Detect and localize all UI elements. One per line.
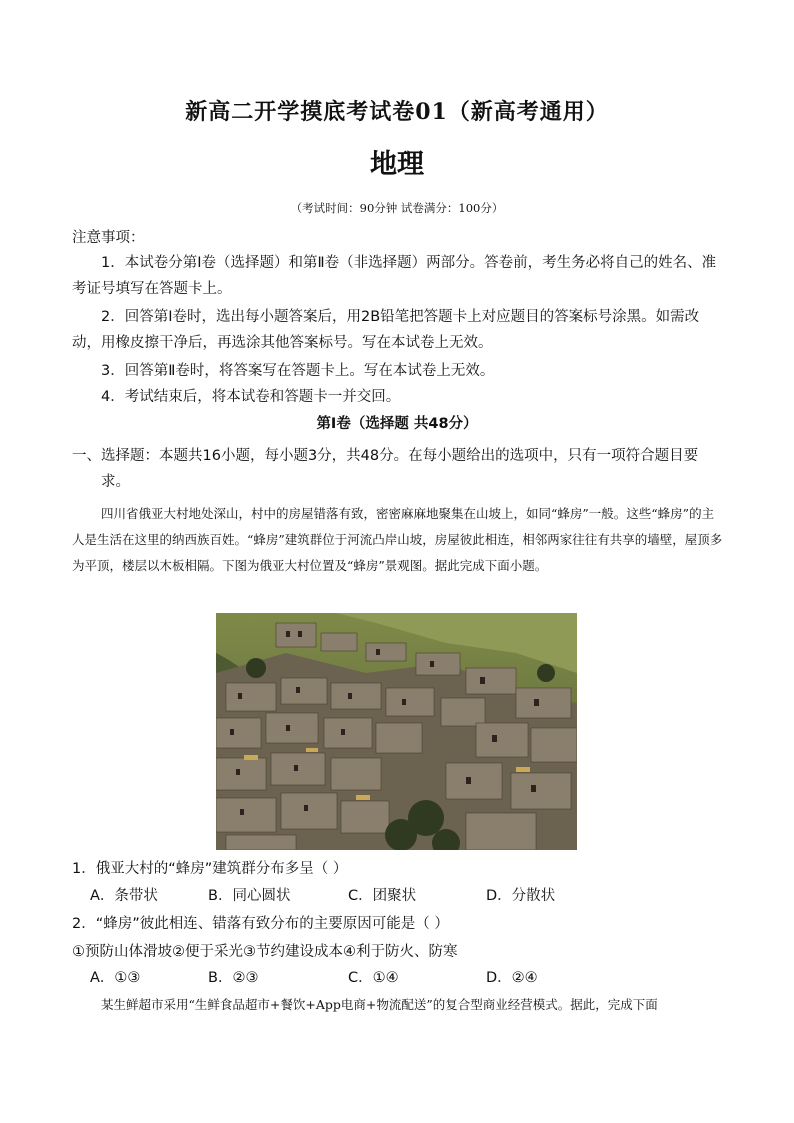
- question-1-option-a: A．条带状: [90, 888, 158, 904]
- note-item-2: 2．回答第Ⅰ卷时，选出每小题答案后，用2B铅笔把答题卡上对应题目的答案标号涂黑。如需改动，用橡皮擦干净后，再选涂其他答案标号。写在本试卷上无效。: [72, 309, 700, 351]
- subject-title: 地理: [370, 149, 424, 180]
- question-1-option-c: C．团聚状: [348, 888, 417, 904]
- village-photo: [216, 613, 577, 850]
- question-2-option-d: D．②④: [486, 970, 538, 986]
- section-intro-line1: 一、选择题：本题共16小题，每小题3分，共48分。在每小题给出的选项中，只有一项符合题目要: [72, 448, 699, 464]
- question-2-option-a: A．①③: [90, 970, 141, 986]
- section-heading: 第Ⅰ卷（选择题 共48分）: [316, 416, 478, 432]
- exam-title: 新高二开学摸底考试卷01（新高考通用）: [185, 99, 609, 125]
- notes-heading: 注意事项：: [72, 230, 145, 246]
- question-1-stem: 1．俄亚大村的“蜂房”建筑群分布多呈（ ）: [72, 861, 348, 877]
- exam-info: （考试时间：90分钟 试卷满分：100分）: [290, 201, 504, 215]
- section-intro: [72, 443, 726, 495]
- note-item-4: 4．考试结束后，将本试卷和答题卡一并交回。: [101, 389, 401, 405]
- note-item-3: 3．回答第Ⅱ卷时，将答案写在答题卡上。写在本试卷上无效。: [101, 363, 495, 379]
- passage-2: 某生鲜超市采用“生鲜食品超市+餐饮+App电商+物流配送”的复合型商业经营模式。据此，完成下面: [101, 997, 658, 1012]
- question-2-option-c: C．①④: [348, 970, 399, 986]
- note-item-1: 1．本试卷分第Ⅰ卷（选择题）和第Ⅱ卷（非选择题）两部分。答卷前，考生务必将自己的姓名、准考证号填写在答题卡上。: [72, 255, 717, 297]
- question-1-option-b: B．同心圆状: [208, 888, 291, 904]
- passage-1: 四川省俄亚大村地处深山，村中的房屋错落有致，密密麻麻地聚集在山坡上，如同“蜂房”一般。这些“蜂房”的主人是生活在这里的纳西族百姓。“蜂房”建筑群位于河流凸岸山坡，房屋彼此相连，相邻两家往往有共享的墙壁，屋顶多为平顶，楼层以木板相隔。下图为俄亚大村位置及“蜂房”景观图。据此完成下面小题。: [72, 506, 723, 573]
- question-1-option-d: D．分散状: [486, 888, 556, 904]
- section-intro-line2: 求。: [101, 474, 130, 490]
- question-2-statements: ①预防山体滑坡②便于采光③节约建设成本④利于防火、防寒: [72, 944, 458, 960]
- question-2-stem: 2．“蜂房”彼此相连、错落有致分布的主要原因可能是（ ）: [72, 916, 449, 932]
- question-2-option-b: B．②③: [208, 970, 259, 986]
